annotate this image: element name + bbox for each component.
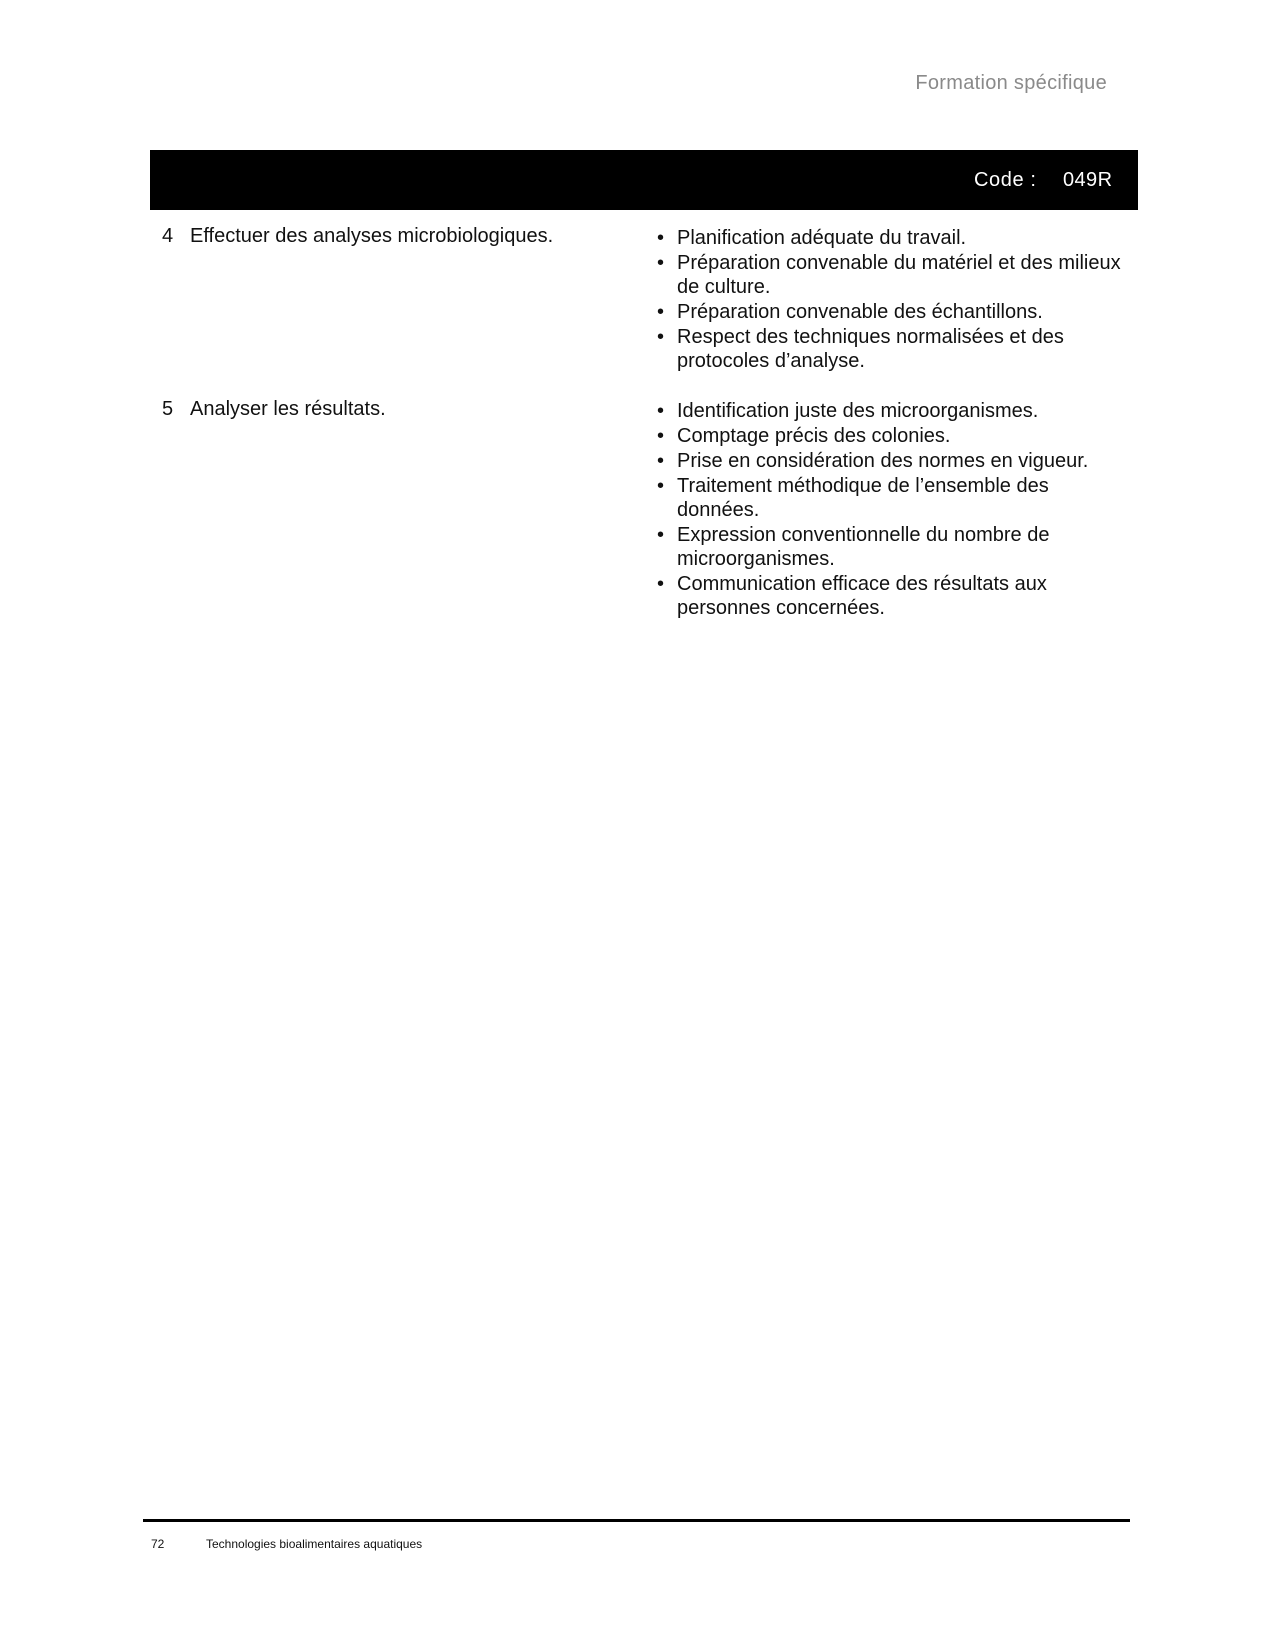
- bullet-icon: •: [657, 450, 665, 472]
- code-label: Code :: [974, 169, 1037, 191]
- footer-rule: [143, 1519, 1130, 1522]
- step-text: [162, 224, 642, 248]
- bullet-icon: •: [657, 425, 665, 447]
- criterion-item: • Expression conventionnelle du nombre de microorganismes.: [657, 524, 1050, 570]
- bullet-icon: •: [657, 573, 665, 595]
- bullet-icon: •: [657, 326, 665, 348]
- bullet-icon: •: [657, 400, 665, 422]
- performance-criteria-list: [653, 226, 1123, 374]
- bullet-icon: •: [657, 524, 665, 546]
- criterion-item: • Planification adéquate du travail.: [657, 227, 967, 249]
- bullet-icon: •: [657, 227, 665, 249]
- criterion-item: • Comptage précis des colonies.: [657, 425, 951, 447]
- bullet-icon: •: [657, 252, 665, 274]
- footer-document-title: Technologies bioalimentaires aquatiques: [206, 1537, 423, 1551]
- code-bar: [150, 150, 1138, 210]
- step-number: 4: [162, 225, 174, 247]
- criterion-item: • Identification juste des microorganismes.: [657, 400, 1039, 422]
- page-number: 72: [151, 1537, 165, 1551]
- criterion-item: • Prise en considération des normes en vigueur.: [657, 450, 1089, 472]
- criterion-item: • Préparation convenable du matériel et des milieux de culture.: [657, 252, 1121, 298]
- bullet-icon: •: [657, 475, 665, 497]
- step-number: 5: [162, 398, 174, 420]
- criterion-item: • Préparation convenable des échantillons.: [657, 301, 1043, 323]
- criterion-item: • Communication efficace des résultats aux personnes concernées.: [657, 573, 1047, 619]
- step-label: Effectuer des analyses microbiologiques.: [190, 225, 554, 247]
- criterion-item: • Respect des techniques normalisées et des protocoles d’analyse.: [657, 326, 1064, 372]
- criterion-item: • Traitement méthodique de l’ensemble des données.: [657, 475, 1049, 521]
- code-value: 049R: [1063, 169, 1113, 191]
- performance-criteria-list: [653, 399, 1123, 621]
- bullet-icon: •: [657, 301, 665, 323]
- step-text: [162, 397, 642, 421]
- step-label: Analyser les résultats.: [190, 398, 386, 420]
- running-header: Formation spécifique: [915, 72, 1107, 94]
